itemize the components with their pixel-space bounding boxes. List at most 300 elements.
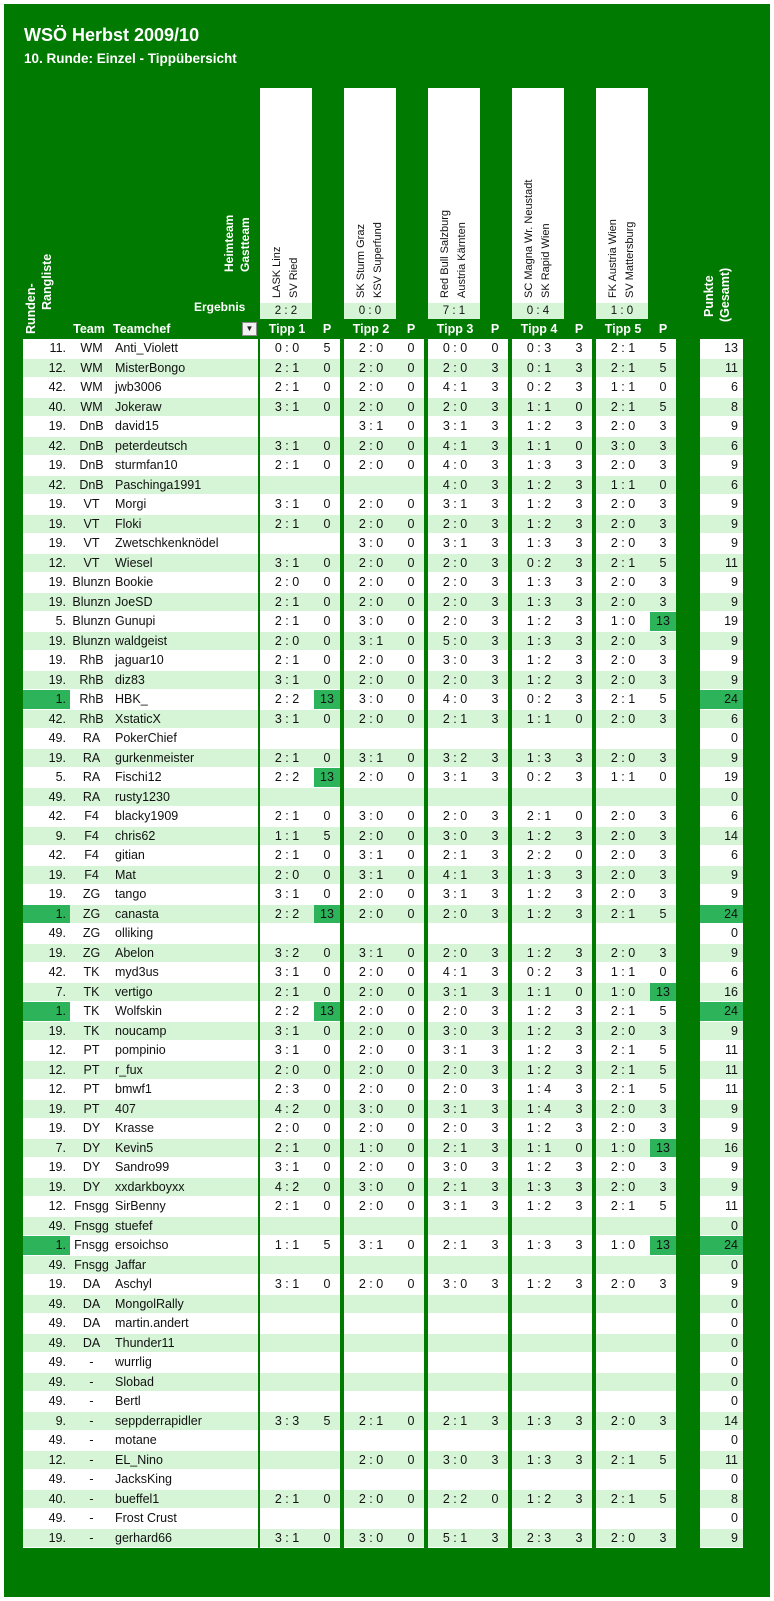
points-cell: 0 bbox=[314, 1041, 340, 1061]
tipp-cell: 2 : 3 bbox=[512, 1529, 566, 1549]
tipp-cell: 2 : 0 bbox=[344, 963, 398, 983]
tipp-cell: 3 : 1 bbox=[428, 534, 482, 554]
tipp-cell bbox=[596, 729, 650, 749]
points-cell: 3 bbox=[650, 456, 676, 476]
points-cell: 3 bbox=[566, 1100, 592, 1120]
tipp-cell: 2 : 2 bbox=[428, 1490, 482, 1510]
total-points-cell: 24 bbox=[700, 1236, 743, 1256]
tipp-cell: 4 : 1 bbox=[428, 866, 482, 886]
teamchef-cell: Frost Crust bbox=[113, 1509, 258, 1529]
rank-cell: 19. bbox=[23, 944, 70, 964]
tipp-cell: 2 : 0 bbox=[428, 573, 482, 593]
points-cell: 3 bbox=[566, 593, 592, 613]
points-cell: 3 bbox=[650, 515, 676, 535]
tipp-cell bbox=[512, 1373, 566, 1393]
rank-cell: 19. bbox=[23, 885, 70, 905]
tipp-cell: 3 : 0 bbox=[344, 807, 398, 827]
table-row bbox=[23, 554, 743, 574]
points-cell bbox=[650, 1509, 676, 1529]
teamchef-cell: gurkenmeister bbox=[113, 749, 258, 769]
table-row bbox=[23, 827, 743, 847]
tipp-cell: 3 : 3 bbox=[260, 1412, 314, 1432]
rank-cell: 19. bbox=[23, 573, 70, 593]
table-row bbox=[23, 495, 743, 515]
tipp-cell: 1 : 2 bbox=[512, 885, 566, 905]
points-cell bbox=[314, 476, 340, 496]
teamchef-cell: olliking bbox=[113, 924, 258, 944]
points-cell: 3 bbox=[566, 1158, 592, 1178]
tipp-cell bbox=[260, 1451, 314, 1471]
tipp-cell: 2 : 1 bbox=[260, 378, 314, 398]
points-cell: 3 bbox=[566, 1236, 592, 1256]
total-points-cell: 6 bbox=[700, 437, 743, 457]
total-points-cell: 9 bbox=[700, 495, 743, 515]
tipp-cell: 1 : 3 bbox=[512, 593, 566, 613]
points-cell: 3 bbox=[650, 671, 676, 691]
tipp-cell: 3 : 0 bbox=[344, 612, 398, 632]
tipp-cell: 4 : 1 bbox=[428, 378, 482, 398]
rank-cell: 7. bbox=[23, 983, 70, 1003]
tipp-cell bbox=[596, 924, 650, 944]
total-points-cell: 11 bbox=[700, 1061, 743, 1081]
teamchef-cell: myd3us bbox=[113, 963, 258, 983]
table-row bbox=[23, 749, 743, 769]
col-header-points-3: P bbox=[490, 322, 500, 336]
points-cell: 3 bbox=[566, 359, 592, 379]
tipp-cell: 2 : 0 bbox=[344, 1158, 398, 1178]
team-cell: DnB bbox=[70, 476, 113, 496]
tipp-cell bbox=[512, 924, 566, 944]
heimteam-label: Heimteam bbox=[222, 214, 236, 272]
tipp-cell: 4 : 2 bbox=[260, 1100, 314, 1120]
points-cell: 0 bbox=[398, 1490, 424, 1510]
points-cell: 13 bbox=[650, 1139, 676, 1159]
points-cell: 0 bbox=[314, 807, 340, 827]
table-row bbox=[23, 1139, 743, 1159]
rank-cell: 49. bbox=[23, 924, 70, 944]
points-cell bbox=[650, 1392, 676, 1412]
tipp-cell bbox=[428, 924, 482, 944]
total-points-cell: 9 bbox=[700, 1275, 743, 1295]
points-cell bbox=[650, 1256, 676, 1276]
team-cell: TK bbox=[70, 983, 113, 1003]
tipp-cell: 1 : 2 bbox=[512, 1490, 566, 1510]
table-row bbox=[23, 1080, 743, 1100]
tipp-cell: 2 : 1 bbox=[596, 905, 650, 925]
tipp-cell: 2 : 1 bbox=[596, 1041, 650, 1061]
tipp-cell bbox=[428, 729, 482, 749]
tipp-cell: 2 : 1 bbox=[260, 593, 314, 613]
tipp-cell: 2 : 1 bbox=[260, 1197, 314, 1217]
teamchef-cell: Aschyl bbox=[113, 1275, 258, 1295]
tipp-cell: 2 : 0 bbox=[344, 437, 398, 457]
table-row bbox=[23, 788, 743, 808]
tipp-cell: 1 : 0 bbox=[596, 612, 650, 632]
rank-cell: 19. bbox=[23, 749, 70, 769]
col-header-teamchef: Teamchef bbox=[113, 322, 171, 336]
table-row bbox=[23, 437, 743, 457]
tipp-cell bbox=[344, 1217, 398, 1237]
tipp-cell: 1 : 3 bbox=[512, 749, 566, 769]
points-cell bbox=[566, 1314, 592, 1334]
tipp-cell: 2 : 1 bbox=[428, 1178, 482, 1198]
rank-cell: 42. bbox=[23, 476, 70, 496]
tipp-cell: 2 : 1 bbox=[260, 612, 314, 632]
tipp-cell bbox=[512, 1314, 566, 1334]
points-cell: 0 bbox=[314, 1022, 340, 1042]
points-cell bbox=[398, 1392, 424, 1412]
points-cell: 3 bbox=[566, 1412, 592, 1432]
tipp-cell: 2 : 0 bbox=[344, 1275, 398, 1295]
rank-cell: 1. bbox=[23, 905, 70, 925]
teamchef-cell: motane bbox=[113, 1431, 258, 1451]
total-points-cell: 11 bbox=[700, 1041, 743, 1061]
points-cell: 3 bbox=[482, 554, 508, 574]
points-cell bbox=[314, 1392, 340, 1412]
tipp-cell bbox=[260, 476, 314, 496]
teamchef-cell: MongolRally bbox=[113, 1295, 258, 1315]
points-cell: 0 bbox=[398, 885, 424, 905]
tipp-cell: 2 : 0 bbox=[596, 827, 650, 847]
tipp-cell bbox=[344, 1314, 398, 1334]
tipp-cell: 2 : 0 bbox=[596, 671, 650, 691]
tipp-cell: 2 : 0 bbox=[596, 846, 650, 866]
tipp-cell: 1 : 2 bbox=[512, 1197, 566, 1217]
teamchef-cell: tango bbox=[113, 885, 258, 905]
tipp-cell: 2 : 0 bbox=[344, 885, 398, 905]
team-cell: Blunzn bbox=[70, 573, 113, 593]
tipp-cell: 3 : 1 bbox=[260, 1158, 314, 1178]
tipp-cell: 1 : 1 bbox=[596, 476, 650, 496]
points-cell bbox=[482, 924, 508, 944]
tipp-cell bbox=[428, 1353, 482, 1373]
tipp-cell: 3 : 1 bbox=[260, 1041, 314, 1061]
tipp-cell: 0 : 2 bbox=[512, 768, 566, 788]
total-points-cell: 0 bbox=[700, 1295, 743, 1315]
tipp-cell bbox=[344, 1295, 398, 1315]
points-cell: 0 bbox=[398, 398, 424, 418]
tipp-cell: 3 : 1 bbox=[260, 1022, 314, 1042]
points-cell: 0 bbox=[398, 1412, 424, 1432]
tipp-cell bbox=[428, 1509, 482, 1529]
table-row bbox=[23, 690, 743, 710]
total-points-cell: 0 bbox=[700, 1353, 743, 1373]
tipp-cell: 0 : 1 bbox=[512, 359, 566, 379]
tipp-cell bbox=[260, 1470, 314, 1490]
tipp-cell: 1 : 2 bbox=[512, 1022, 566, 1042]
tipp-cell: 1 : 2 bbox=[512, 417, 566, 437]
table-row bbox=[23, 534, 743, 554]
home-team-2: SK Sturm Graz bbox=[355, 224, 367, 298]
teamchef-cell: seppderrapidler bbox=[113, 1412, 258, 1432]
team-cell: - bbox=[70, 1451, 113, 1471]
tipp-cell bbox=[344, 1334, 398, 1354]
points-cell: 0 bbox=[314, 963, 340, 983]
points-cell: 0 bbox=[566, 983, 592, 1003]
rank-cell: 49. bbox=[23, 1295, 70, 1315]
tipp-cell: 1 : 4 bbox=[512, 1100, 566, 1120]
team-cell: - bbox=[70, 1490, 113, 1510]
tipp-cell: 3 : 1 bbox=[344, 1236, 398, 1256]
tipp-cell bbox=[512, 1431, 566, 1451]
tipp-cell: 2 : 0 bbox=[344, 1080, 398, 1100]
points-cell: 0 bbox=[398, 593, 424, 613]
points-cell: 3 bbox=[482, 1080, 508, 1100]
tipp-cell: 2 : 0 bbox=[428, 905, 482, 925]
gastteam-label: Gastteam bbox=[238, 217, 252, 272]
teamchef-cell: waldgeist bbox=[113, 632, 258, 652]
tipp-cell: 1 : 4 bbox=[512, 1080, 566, 1100]
col-header-tipp-2: Tipp 2 bbox=[352, 322, 390, 336]
team-cell: ZG bbox=[70, 905, 113, 925]
team-cell: PT bbox=[70, 1041, 113, 1061]
points-cell: 0 bbox=[398, 1275, 424, 1295]
team-cell: DY bbox=[70, 1119, 113, 1139]
total-points-cell: 11 bbox=[700, 359, 743, 379]
points-cell: 3 bbox=[566, 378, 592, 398]
points-cell bbox=[314, 1295, 340, 1315]
points-cell bbox=[566, 1353, 592, 1373]
team-cell: - bbox=[70, 1529, 113, 1549]
points-cell: 0 bbox=[650, 963, 676, 983]
tipp-cell bbox=[596, 1373, 650, 1393]
total-points-cell: 0 bbox=[700, 1256, 743, 1276]
col-header-tipp-5: Tipp 5 bbox=[604, 322, 642, 336]
teamchef-cell: Jokeraw bbox=[113, 398, 258, 418]
points-cell: 0 bbox=[398, 905, 424, 925]
tipp-cell: 2 : 0 bbox=[260, 1119, 314, 1139]
points-cell: 0 bbox=[398, 1178, 424, 1198]
points-cell bbox=[314, 1431, 340, 1451]
teamchef-cell: Wolfskin bbox=[113, 1002, 258, 1022]
tipp-cell bbox=[512, 1392, 566, 1412]
total-points-cell: 8 bbox=[700, 398, 743, 418]
rank-cell: 19. bbox=[23, 632, 70, 652]
total-points-cell: 16 bbox=[700, 983, 743, 1003]
tipp-cell: 3 : 1 bbox=[260, 554, 314, 574]
table-row bbox=[23, 963, 743, 983]
points-cell bbox=[650, 1334, 676, 1354]
teamchef-cell: noucamp bbox=[113, 1022, 258, 1042]
points-cell: 3 bbox=[482, 1002, 508, 1022]
points-cell: 3 bbox=[482, 573, 508, 593]
points-cell: 0 bbox=[314, 1490, 340, 1510]
rank-cell: 19. bbox=[23, 1158, 70, 1178]
tipp-cell: 1 : 1 bbox=[260, 827, 314, 847]
team-cell: WM bbox=[70, 359, 113, 379]
teamchef-cell: martin.andert bbox=[113, 1314, 258, 1334]
tipp-cell: 1 : 3 bbox=[512, 1178, 566, 1198]
points-cell: 3 bbox=[482, 1041, 508, 1061]
tipp-cell bbox=[596, 1256, 650, 1276]
rank-cell: 19. bbox=[23, 593, 70, 613]
points-cell: 3 bbox=[482, 1100, 508, 1120]
points-cell bbox=[566, 1431, 592, 1451]
tipp-cell: 2 : 0 bbox=[344, 456, 398, 476]
table-row bbox=[23, 846, 743, 866]
table-row bbox=[23, 1119, 743, 1139]
points-cell: 3 bbox=[566, 1002, 592, 1022]
tipp-cell: 1 : 1 bbox=[596, 768, 650, 788]
rank-cell: 19. bbox=[23, 671, 70, 691]
points-cell: 5 bbox=[314, 1412, 340, 1432]
tipp-cell: 3 : 1 bbox=[428, 1197, 482, 1217]
points-cell: 3 bbox=[482, 398, 508, 418]
tipp-cell: 3 : 1 bbox=[260, 963, 314, 983]
tipp-cell bbox=[344, 1509, 398, 1529]
tipp-cell: 2 : 2 bbox=[260, 905, 314, 925]
teamchef-cell: xxdarkboyxx bbox=[113, 1178, 258, 1198]
tipp-cell: 2 : 1 bbox=[428, 846, 482, 866]
tipp-cell: 2 : 0 bbox=[344, 593, 398, 613]
total-points-cell: 24 bbox=[700, 905, 743, 925]
points-cell bbox=[566, 1392, 592, 1412]
tipp-cell: 2 : 1 bbox=[596, 1061, 650, 1081]
tipp-cell: 2 : 0 bbox=[344, 573, 398, 593]
total-points-cell: 19 bbox=[700, 612, 743, 632]
rank-cell: 49. bbox=[23, 788, 70, 808]
tipp-cell: 2 : 2 bbox=[260, 768, 314, 788]
tipp-cell: 1 : 3 bbox=[512, 573, 566, 593]
total-points-cell: 8 bbox=[700, 1490, 743, 1510]
rank-cell: 19. bbox=[23, 1022, 70, 1042]
rank-cell: 19. bbox=[23, 866, 70, 886]
points-cell: 3 bbox=[482, 905, 508, 925]
away-team-5: SV Mattersburg bbox=[624, 221, 636, 298]
tipp-cell: 2 : 0 bbox=[344, 1119, 398, 1139]
points-cell: 3 bbox=[482, 1529, 508, 1549]
points-cell bbox=[482, 1431, 508, 1451]
tipp-cell: 2 : 1 bbox=[596, 398, 650, 418]
ergebnis-label: Ergebnis bbox=[194, 300, 246, 314]
points-cell: 3 bbox=[482, 1061, 508, 1081]
rank-cell: 5. bbox=[23, 612, 70, 632]
points-cell: 3 bbox=[566, 905, 592, 925]
tipp-cell: 3 : 1 bbox=[260, 495, 314, 515]
points-cell: 5 bbox=[650, 398, 676, 418]
points-cell: 5 bbox=[650, 1451, 676, 1471]
points-cell: 13 bbox=[314, 690, 340, 710]
tipp-cell: 3 : 1 bbox=[344, 944, 398, 964]
tipp-cell: 1 : 2 bbox=[512, 612, 566, 632]
points-cell: 3 bbox=[566, 339, 592, 359]
home-team-3: Red Bull Salzburg bbox=[439, 209, 451, 298]
filter-dropdown-icon[interactable]: ▼ bbox=[242, 322, 257, 336]
tipp-cell: 1 : 1 bbox=[512, 1139, 566, 1159]
tipp-cell bbox=[344, 924, 398, 944]
points-cell: 3 bbox=[566, 1041, 592, 1061]
points-cell bbox=[650, 1295, 676, 1315]
tipp-cell: 2 : 0 bbox=[596, 1158, 650, 1178]
tipp-cell: 2 : 1 bbox=[428, 1139, 482, 1159]
points-cell: 0 bbox=[314, 846, 340, 866]
points-cell: 3 bbox=[566, 1197, 592, 1217]
team-cell: RhB bbox=[70, 651, 113, 671]
points-cell: 3 bbox=[482, 417, 508, 437]
tipp-cell: 1 : 2 bbox=[512, 495, 566, 515]
tipp-cell bbox=[512, 729, 566, 749]
rank-cell: 9. bbox=[23, 1412, 70, 1432]
tipp-cell: 2 : 0 bbox=[344, 1451, 398, 1471]
tipp-cell: 2 : 0 bbox=[596, 573, 650, 593]
tipp-cell: 2 : 0 bbox=[344, 495, 398, 515]
teamchef-cell: Anti_Violett bbox=[113, 339, 258, 359]
tipp-cell: 1 : 3 bbox=[512, 1451, 566, 1471]
away-team-1: SV Ried bbox=[288, 257, 300, 298]
table-row bbox=[23, 651, 743, 671]
table-row bbox=[23, 1158, 743, 1178]
total-points-cell: 9 bbox=[700, 1022, 743, 1042]
points-cell: 3 bbox=[650, 827, 676, 847]
total-points-cell: 0 bbox=[700, 788, 743, 808]
tipp-cell: 2 : 0 bbox=[596, 1412, 650, 1432]
points-cell: 3 bbox=[650, 1529, 676, 1549]
tipp-cell: 4 : 0 bbox=[428, 690, 482, 710]
tipp-cell: 3 : 2 bbox=[260, 944, 314, 964]
table-row bbox=[23, 593, 743, 613]
points-cell: 0 bbox=[314, 944, 340, 964]
tipp-cell bbox=[344, 729, 398, 749]
team-cell: WM bbox=[70, 339, 113, 359]
teamchef-cell: sturmfan10 bbox=[113, 456, 258, 476]
points-cell bbox=[398, 476, 424, 496]
rank-cell: 12. bbox=[23, 1041, 70, 1061]
team-cell: DA bbox=[70, 1314, 113, 1334]
points-cell: 0 bbox=[398, 359, 424, 379]
points-cell: 3 bbox=[566, 1490, 592, 1510]
tipp-cell: 2 : 0 bbox=[596, 1119, 650, 1139]
tipp-cell: 3 : 2 bbox=[428, 749, 482, 769]
tipp-cell: 2 : 1 bbox=[596, 1490, 650, 1510]
total-points-cell: 9 bbox=[700, 417, 743, 437]
tipp-cell bbox=[428, 1392, 482, 1412]
points-cell bbox=[566, 1509, 592, 1529]
tipp-cell bbox=[428, 1217, 482, 1237]
team-cell: TK bbox=[70, 1002, 113, 1022]
points-cell: 0 bbox=[314, 1100, 340, 1120]
points-cell bbox=[314, 1217, 340, 1237]
tipp-cell bbox=[260, 1334, 314, 1354]
points-cell: 0 bbox=[314, 651, 340, 671]
tipp-cell: 1 : 2 bbox=[512, 905, 566, 925]
points-cell: 3 bbox=[482, 534, 508, 554]
points-cell: 3 bbox=[566, 885, 592, 905]
points-cell: 0 bbox=[398, 1158, 424, 1178]
tipp-cell: 1 : 2 bbox=[512, 651, 566, 671]
tipp-cell: 1 : 0 bbox=[596, 983, 650, 1003]
teamchef-cell: Jaffar bbox=[113, 1256, 258, 1276]
tipp-cell bbox=[344, 476, 398, 496]
rank-cell: 12. bbox=[23, 1061, 70, 1081]
teamchef-cell: JoeSD bbox=[113, 593, 258, 613]
rank-cell: 42. bbox=[23, 378, 70, 398]
team-cell: VT bbox=[70, 515, 113, 535]
points-cell: 3 bbox=[566, 963, 592, 983]
points-cell: 3 bbox=[566, 944, 592, 964]
points-cell: 5 bbox=[650, 905, 676, 925]
tipp-cell bbox=[344, 1256, 398, 1276]
points-cell bbox=[314, 1451, 340, 1471]
table-row bbox=[23, 1431, 743, 1451]
tipp-cell: 2 : 0 bbox=[260, 1061, 314, 1081]
tipp-cell: 1 : 1 bbox=[512, 437, 566, 457]
points-cell: 3 bbox=[566, 417, 592, 437]
tipp-cell bbox=[512, 1470, 566, 1490]
points-cell bbox=[566, 1217, 592, 1237]
tipp-cell: 1 : 2 bbox=[512, 1002, 566, 1022]
points-cell: 0 bbox=[314, 1275, 340, 1295]
points-cell: 0 bbox=[398, 1451, 424, 1471]
